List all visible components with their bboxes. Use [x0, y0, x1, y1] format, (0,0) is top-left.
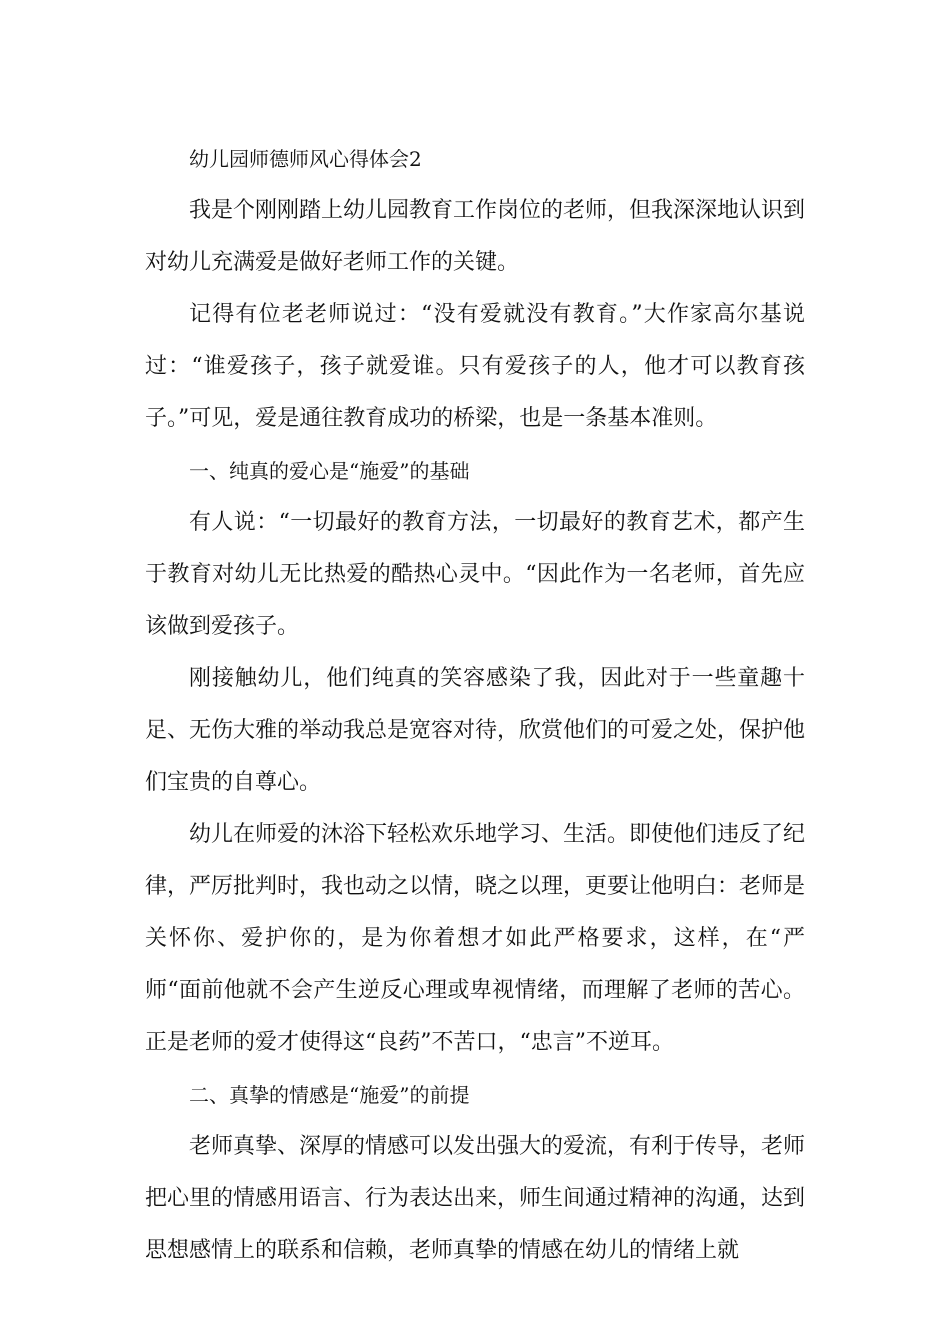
paragraph: 有人说：“一切最好的教育方法，一切最好的教育艺术，都产生于教育对幼儿无比热爱的酷热心灵中。“因此作为一名老师，首先应该做到爱孩子。 — [145, 510, 805, 639]
paragraph: 老师真挚、深厚的情感可以发出强大的爱流，有利于传导，老师把心里的情感用语言、行为表达出来，师生间通过精神的沟通，达到思想感情上的联系和信赖，老师真挚的情感在幼儿的情绪上就 — [145, 1134, 806, 1263]
section-heading: 一、纯真的爱心是“施爱”的基础 — [189, 459, 470, 483]
section-heading: 二、真挚的情感是“施爱”的前提 — [189, 1083, 470, 1107]
paragraph: 我是个刚刚踏上幼儿园教育工作岗位的老师，但我深深地认识到对幼儿充满爱是做好老师工作的关键。 — [145, 198, 806, 275]
document-title: 幼儿园师德师风心得体会2 — [189, 147, 422, 171]
paragraph: 记得有位老老师说过：“没有爱就没有教育。”大作家高尔基说过：“谁爱孩子，孩子就爱谁。只有爱孩子的人，他才可以教育孩子。”可见，爱是通往教育成功的桥梁，也是一条基本准则。 — [145, 302, 805, 431]
paragraph: 幼儿在师爱的沐浴下轻松欢乐地学习、生活。即使他们违反了纪律，严厉批判时，我也动之以情，晓之以理，更要让他明白：老师是关怀你、爱护你的，是为你着想才如此严格要求，这样，在“严师“面前他就不会产生逆反心理或卑视情绪，而理解了老师的苦心。正是老师的爱才使得这“良药”不苦口，“忠言”不逆耳。 — [145, 822, 806, 1055]
document-body — [145, 133, 805, 1277]
paragraph: 刚接触幼儿，他们纯真的笑容感染了我，因此对于一些童趣十足、无伤大雅的举动我总是宽容对待，欣赏他们的可爱之处，保护他们宝贵的自尊心。 — [145, 666, 806, 795]
